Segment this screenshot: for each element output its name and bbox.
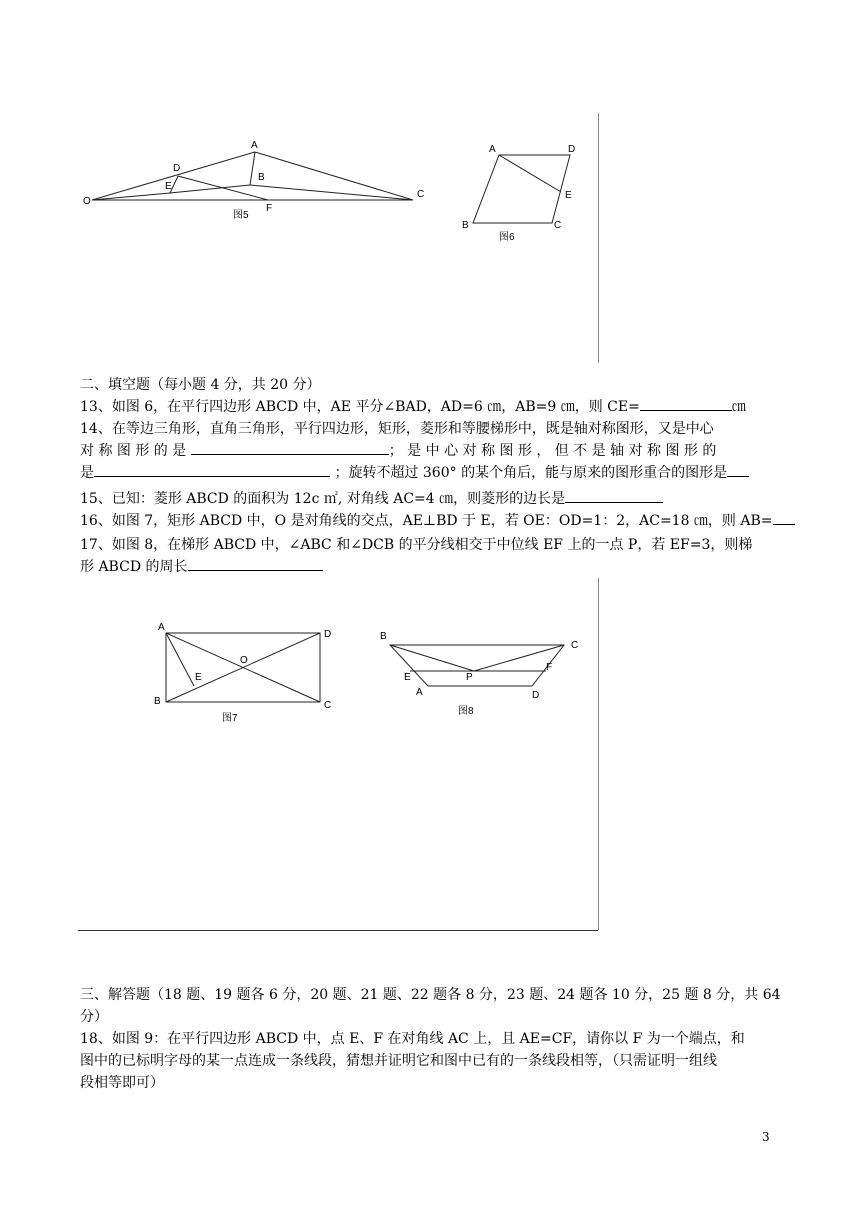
q14-line2-end: ； 是 中 心 对 称 图 形 ， 但 不 是 轴 对 称 图 形 的 bbox=[388, 443, 717, 459]
fig7-label-B: B bbox=[154, 696, 161, 707]
figure-6 bbox=[455, 140, 585, 245]
fig5-label-D: D bbox=[173, 163, 181, 174]
fig5-label-F: F bbox=[266, 203, 273, 214]
question-18-line2: 图中的已标明字母的某一点连成一条线段，猜想并证明它和图中已有的一条线段相等，（只需证明一组线 bbox=[80, 1053, 717, 1069]
question-13 bbox=[80, 396, 746, 418]
section-2-heading: 二、填空题（每小题 4 分，共 20 分） bbox=[80, 377, 321, 393]
question-17-line2 bbox=[80, 556, 323, 578]
question-16 bbox=[80, 510, 795, 532]
fig8-caption: 图8 bbox=[458, 706, 474, 717]
fig8-label-P: P bbox=[466, 672, 473, 683]
column-divider-bottom bbox=[598, 578, 599, 930]
q17-answer-blank[interactable] bbox=[188, 556, 323, 571]
fig5-label-C: C bbox=[417, 189, 425, 200]
fig5-label-E: E bbox=[165, 181, 172, 192]
page-number: 3 bbox=[762, 1130, 770, 1144]
q13-text: 13、如图 6，在平行四边形 ABCD 中，AE 平分∠BAD，AD=6 ㎝，AB=9 ㎝，则 CE= bbox=[80, 399, 640, 415]
fig8-label-C: C bbox=[571, 640, 579, 651]
figure-8 bbox=[372, 626, 592, 721]
q14-line3-start: 是 bbox=[80, 465, 94, 481]
question-14-line2 bbox=[80, 440, 716, 462]
fig8-trapezoid bbox=[390, 645, 564, 686]
section-3-heading-line2: 分） bbox=[80, 1009, 108, 1025]
fig8-label-B: B bbox=[380, 631, 387, 642]
q16-answer-blank[interactable] bbox=[773, 510, 795, 525]
q13-unit: ㎝ bbox=[731, 399, 746, 415]
question-18-line1: 18、如图 9：在平行四边形 ABCD 中，点 E、F 在对角线 AC 上，且 AE=CF，请你以 F 为一个端点，和 bbox=[80, 1031, 745, 1047]
fig6-label-B: B bbox=[462, 220, 469, 231]
q16-text: 16、如图 7，矩形 ABCD 中，O 是对角线的交点，AE⊥BD 于 E，若 OE：OD=1：2，AC=18 ㎝，则 AB= bbox=[80, 513, 773, 529]
fig8-label-E: E bbox=[404, 672, 411, 683]
q14-answer-blank-2[interactable] bbox=[94, 462, 330, 477]
fig7-label-E: E bbox=[195, 672, 202, 683]
fig8-label-D: D bbox=[532, 690, 540, 701]
figure-7 bbox=[148, 618, 348, 730]
fig7-label-C: C bbox=[324, 700, 332, 711]
fig6-label-E: E bbox=[565, 190, 572, 201]
fig6-label-A: A bbox=[489, 144, 496, 155]
question-15 bbox=[80, 488, 663, 510]
question-17-line1: 17、如图 8，在梯形 ABCD 中，∠ABC 和∠DCB 的平分线相交于中位线 EF 上的一点 P，若 EF=3，则梯 bbox=[80, 537, 753, 553]
fig5-label-A: A bbox=[251, 140, 258, 151]
fig7-label-A: A bbox=[158, 622, 165, 633]
q14-line2-start: 对 称 图 形 的 是 bbox=[80, 443, 187, 459]
fig7-label-O: O bbox=[240, 655, 248, 666]
fig7-label-D: D bbox=[324, 629, 332, 640]
answer-area-bottom-rule bbox=[78, 930, 598, 931]
q14-answer-blank-3[interactable] bbox=[727, 462, 749, 477]
q17-line2-text: 形 ABCD 的周长 bbox=[80, 559, 188, 575]
question-14-line3 bbox=[80, 462, 749, 484]
fig6-line-AE bbox=[499, 155, 561, 192]
fig7-caption: 图7 bbox=[222, 713, 238, 724]
q15-answer-blank[interactable] bbox=[565, 488, 663, 503]
figure-5 bbox=[75, 130, 445, 230]
fig6-label-C: C bbox=[554, 220, 562, 231]
fig6-caption: 图6 bbox=[499, 232, 515, 243]
q13-answer-blank[interactable] bbox=[640, 396, 732, 411]
question-14-line1: 14、在等边三角形，直角三角形，平行四边形，矩形，菱形和等腰梯形中，既是轴对称图形，又是中心 bbox=[80, 421, 714, 437]
fig7-line-AE bbox=[166, 633, 194, 686]
fig5-caption: 图5 bbox=[233, 210, 249, 221]
fig8-label-F: F bbox=[546, 662, 553, 673]
fig5-label-B: B bbox=[258, 172, 265, 183]
fig5-line-AB bbox=[250, 152, 255, 185]
fig8-label-A: A bbox=[416, 687, 423, 698]
fig5-label-O: O bbox=[83, 196, 91, 207]
fig6-label-D: D bbox=[568, 144, 576, 155]
q14-line3-end: ；旋转不超过 360° 的某个角后，能与原来的图形重合的图形是 bbox=[334, 465, 728, 481]
question-18-line3: 段相等即可） bbox=[80, 1075, 164, 1091]
q14-answer-blank-1[interactable] bbox=[191, 440, 389, 455]
column-divider-top bbox=[598, 113, 599, 363]
section-3-heading-line1: 三、解答题（18 题、19 题各 6 分，20 题、21 题、22 题各 8 分，23 题、24 题各 10 分，25 题 8 分，共 64 bbox=[80, 987, 781, 1003]
q15-text: 15、已知：菱形 ABCD 的面积为 12c ㎡, 对角线 AC=4 ㎝，则菱形的边长是 bbox=[80, 491, 566, 507]
